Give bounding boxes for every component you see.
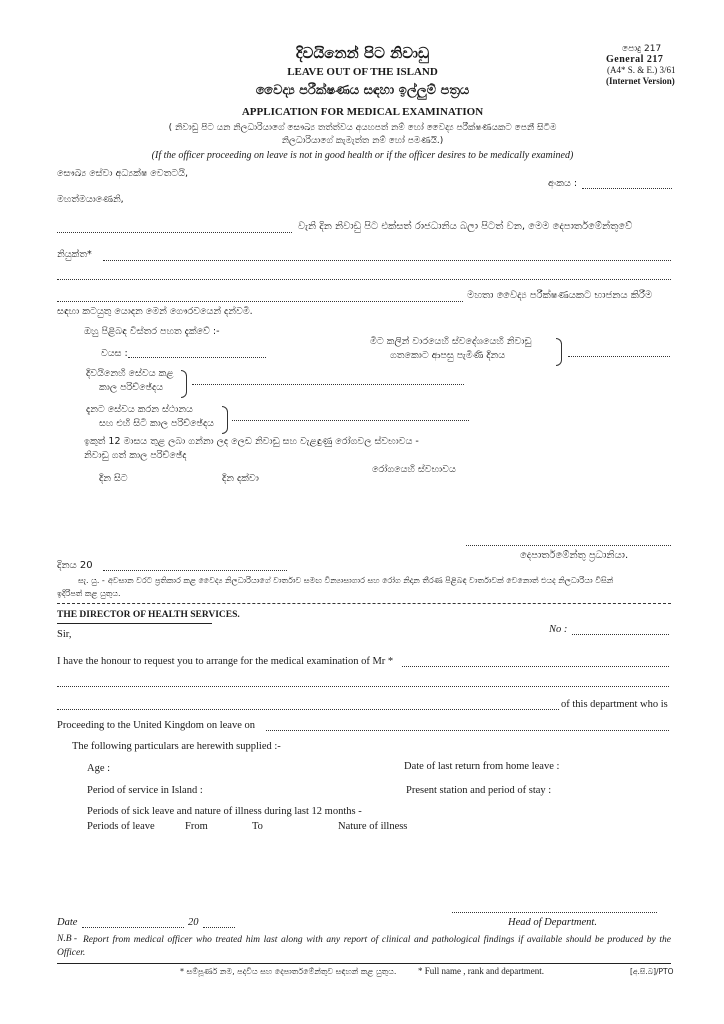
- si-nb-text: අවසාන වරට ප්‍රතිකාර කළ වෛද්‍ය නිලධාරියාගේ වාර්තාව සමඟ වින්‍යාසාගාර සහ රෝග නිදාන තීරණ පිළිබඳ වාර්තාවක් වෙනොත් එයද නිලධාරියා විසින්: [108, 576, 614, 585]
- note-english: (If the officer proceeding on leave is not in good health or if the officer desires to be medically examined): [151, 150, 574, 161]
- si-nb-label: සැ. යු. -: [78, 576, 105, 585]
- si-sick-leave-1: ඉකුත් 12 මාසය තුළ ලබා ගන්නා ලද ලෙඩ නිවාඩු සහ වැළඳුණු රෝගවල ස්වභාවය -: [84, 436, 419, 447]
- en-date-year-field[interactable]: [203, 927, 235, 928]
- en-last-return: Date of last return from home leave :: [404, 761, 560, 772]
- en-date-label: Date: [57, 917, 78, 928]
- si-date-field[interactable]: [57, 232, 292, 233]
- en-no-label: No :: [549, 624, 568, 635]
- si-station-2: සහ එහි සිටි කාල පරිච්ඡේදය: [99, 418, 214, 429]
- si-line5-text: සඳහා කටයුතු යොදන මෙන් ගෞරවයෙන් දන්වමි.: [57, 306, 253, 317]
- si-service-island-field[interactable]: [192, 384, 464, 385]
- si-line1-text: වැනි දින නිවාඩු පිට එක්සත් රාජධානිය බලා පිටත් වන, මෙම දෙපාර්තමේන්තුවේ: [298, 221, 633, 232]
- section-divider: [57, 603, 671, 604]
- si-service-island-brace: [181, 370, 187, 398]
- form-version: (Internet Version): [606, 76, 675, 86]
- en-addressee: THE DIRECTOR OF HEALTH SERVICES.: [57, 610, 240, 620]
- si-appointed-field[interactable]: [103, 260, 671, 261]
- en-dept-text: of this department who is: [561, 699, 668, 710]
- en-col-to: To: [252, 821, 263, 832]
- si-last-return-1: මීට කලින් වාරයෙහි ස්වදේශයෙහි නිවාඩු: [370, 336, 532, 347]
- en-proceeding-field[interactable]: [266, 730, 669, 731]
- en-name-field[interactable]: [402, 666, 669, 667]
- si-age-label: වයස :: [101, 348, 128, 359]
- note-sinhala-2: නිලධාරියාගේ කැමැත්ත නම් හෝ පමණයි.): [281, 136, 444, 146]
- si-sick-leave-2: නිවාඩු ගත් කාල පරිච්ඡේද: [84, 450, 187, 461]
- si-number-field[interactable]: [582, 188, 672, 189]
- si-age-field[interactable]: [128, 357, 266, 358]
- si-last-return-brace: [556, 338, 562, 366]
- subtitle-sinhala: වෛද්‍ය පරීක්ෂණය සඳහා ඉල්ලුම් පත්‍රය: [255, 83, 470, 98]
- si-col-illness: රෝගයෙහි ස්වභාවය: [372, 464, 456, 475]
- si-service-island-2: කාල පරිච්ඡේදය: [99, 382, 164, 393]
- en-col-from: From: [185, 821, 208, 832]
- en-head-dept: Head of Department.: [508, 917, 597, 928]
- en-blank-line-1[interactable]: [57, 686, 669, 687]
- si-addressee: සෞඛ්‍ය සේවා අධ්‍යක්ෂ වෙතටයි,: [57, 168, 188, 179]
- footer-note-sinhala: * සම්පූර්ණ නම, පදවිය සහ දෙපාර්තමේන්තුව සඳහන් කළ යුතුය.: [180, 967, 397, 976]
- en-station: Present station and period of stay :: [406, 785, 552, 796]
- si-date-label: දිනය 20: [57, 560, 93, 571]
- si-last-return-field[interactable]: [568, 356, 670, 357]
- si-line4-text: මහතා වෛද්‍ය පරීක්ෂණයකට භාජනය කිරීම: [467, 290, 653, 301]
- note-sinhala-1: ( නිවාඩු පිට යන නිලධාරියාගේ සෞඛ්‍ය තත්ත්වය අයහපත් නම් හෝ වෛද්‍ය පරීක්ෂණයකට පෙනී සිටීම: [168, 123, 557, 133]
- en-particulars: The following particulars are herewith supplied :-: [72, 741, 281, 752]
- si-date-sign-field[interactable]: [103, 570, 287, 571]
- en-nb-label: N.B -: [57, 934, 78, 944]
- form-number-general: General 217: [606, 54, 664, 65]
- si-number-label: අංකය :: [548, 178, 578, 189]
- en-addressee-underline: [57, 623, 212, 624]
- si-head-signature-field[interactable]: [466, 545, 671, 546]
- si-station-1: දැනට සේවය කරන ස්ථානය: [86, 404, 193, 415]
- si-particulars: ඔහු පිළිබඳ විස්තර පහත දැක්වේ :-: [84, 326, 220, 337]
- si-station-brace: [222, 406, 228, 434]
- en-sick-leave: Periods of sick leave and nature of illness during last 12 months -: [87, 806, 362, 817]
- si-last-return-2: ගතකොට ආපසු පැමිණි දිනය: [390, 350, 506, 361]
- en-date-year: 20: [188, 917, 199, 928]
- si-service-island-1: දිවයිනෙහි සේවය කළ: [86, 368, 174, 379]
- footer-note-english: * Full name , rank and department.: [418, 966, 544, 976]
- si-col-to: දින දක්වා: [222, 473, 259, 484]
- si-col-from: දින සිට: [99, 473, 128, 484]
- title-english: LEAVE OUT OF THE ISLAND: [287, 66, 438, 78]
- footer-rule: [57, 963, 671, 964]
- form-number-sinhala: පොදු 217: [622, 44, 662, 54]
- footer-code: [අ.සි.බ]/PTO: [630, 967, 674, 976]
- en-date-field[interactable]: [82, 927, 184, 928]
- title-sinhala: දිවයිනෙන් පිට නිවාඩු: [295, 44, 430, 62]
- si-blank-line[interactable]: [57, 279, 671, 280]
- en-no-field[interactable]: [572, 634, 669, 635]
- si-nb-text-2: ඉදිරිපත් කළ යුතුය.: [57, 589, 121, 598]
- en-col-nature: Nature of illness: [338, 821, 408, 832]
- si-head-dept: දෙපාර්තමේන්තු ප්‍රධානියා.: [520, 550, 629, 561]
- si-appointed-label: නියුක්ත*: [57, 249, 92, 260]
- en-sir: Sir,: [57, 629, 72, 640]
- si-name-field[interactable]: [57, 301, 463, 302]
- form-size: (A4* S. & E.) 3/61: [607, 65, 676, 75]
- en-dept-field[interactable]: [57, 709, 559, 710]
- en-head-signature-field[interactable]: [452, 912, 657, 913]
- subtitle-english: APPLICATION FOR MEDICAL EXAMINATION: [241, 106, 484, 118]
- en-col-periods: Periods of leave: [87, 821, 155, 832]
- si-salutation: මහත්මයාණෙනි,: [57, 194, 124, 205]
- en-proceeding: Proceeding to the United Kingdom on leave on: [57, 720, 255, 731]
- en-nb-text: Report from medical officer who treated him last along with any report of clinical and pathological findings if available should be produced by the Officer.: [57, 935, 671, 958]
- si-station-field[interactable]: [232, 420, 469, 421]
- en-age: Age :: [87, 763, 111, 774]
- en-honour-text: I have the honour to request you to arrange for the medical examination of Mr *: [57, 656, 394, 667]
- en-service-island: Period of service in Island :: [87, 785, 203, 796]
